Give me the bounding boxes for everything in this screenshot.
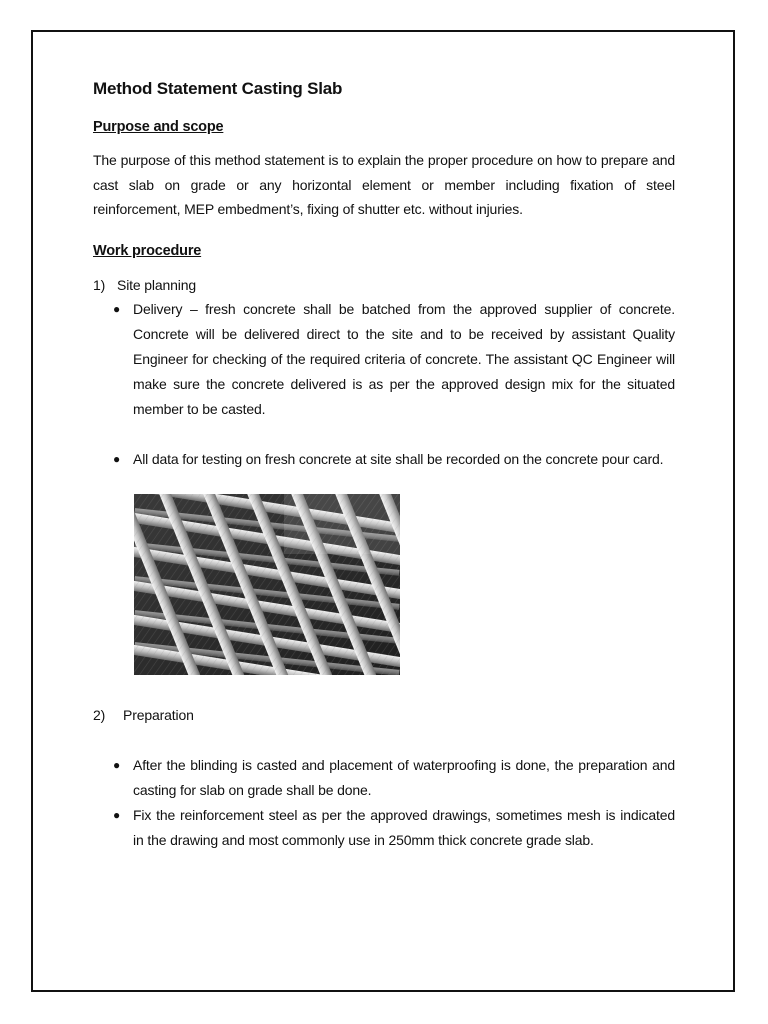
work-procedure-heading: Work procedure bbox=[93, 242, 202, 259]
list-item-text: After the blinding is casted and placement of waterproofing is done, the preparation and casting for slab on grade shall be done. bbox=[133, 756, 675, 798]
list-item bbox=[93, 297, 675, 422]
step-1-heading bbox=[93, 273, 675, 297]
list-item bbox=[93, 753, 675, 803]
document-title: Method Statement Casting Slab bbox=[93, 79, 343, 98]
step-2-bullets bbox=[93, 753, 675, 853]
bullet-icon: ● bbox=[113, 807, 121, 822]
list-item-text: Delivery – fresh concrete shall be batched from the approved supplier of concrete. Concrete will be delivered direct to the site and to be received by assistant Quality Engineer for checking of the required criteria of concrete. The assistant QC Engineer will make sure the concrete delivered is as per the approved design mix for the situated member to be casted. bbox=[133, 300, 675, 417]
list-item-text: Fix the reinforcement steel as per the approved drawings, sometimes mesh is indicated in the drawing and most commonly use in 250mm thick concrete grade slab. bbox=[133, 806, 675, 848]
step-label: Site planning bbox=[117, 276, 197, 293]
step-number: 2) bbox=[93, 706, 106, 723]
list-item bbox=[93, 447, 675, 472]
step-label: Preparation bbox=[123, 706, 194, 723]
bullet-icon: ● bbox=[113, 301, 121, 316]
bullet-icon: ● bbox=[113, 757, 121, 772]
document-body bbox=[93, 78, 675, 853]
step-2-heading bbox=[93, 703, 675, 727]
rebar-mesh-photo bbox=[134, 494, 400, 675]
purpose-heading: Purpose and scope bbox=[93, 119, 224, 135]
bullet-icon: ● bbox=[113, 451, 121, 466]
step-number: 1) bbox=[93, 276, 106, 293]
list-item bbox=[93, 803, 675, 853]
list-item-text: All data for testing on fresh concrete at site shall be recorded on the concrete pour card. bbox=[133, 450, 664, 467]
purpose-paragraph: The purpose of this method statement is to explain the proper procedure on how to prepare and cast slab on grade or any horizontal element or member including fixation of steel reinforcement, MEP embedment’s, fixing of shutter etc. without injuries. bbox=[93, 152, 675, 217]
step-1-bullets bbox=[93, 297, 675, 472]
